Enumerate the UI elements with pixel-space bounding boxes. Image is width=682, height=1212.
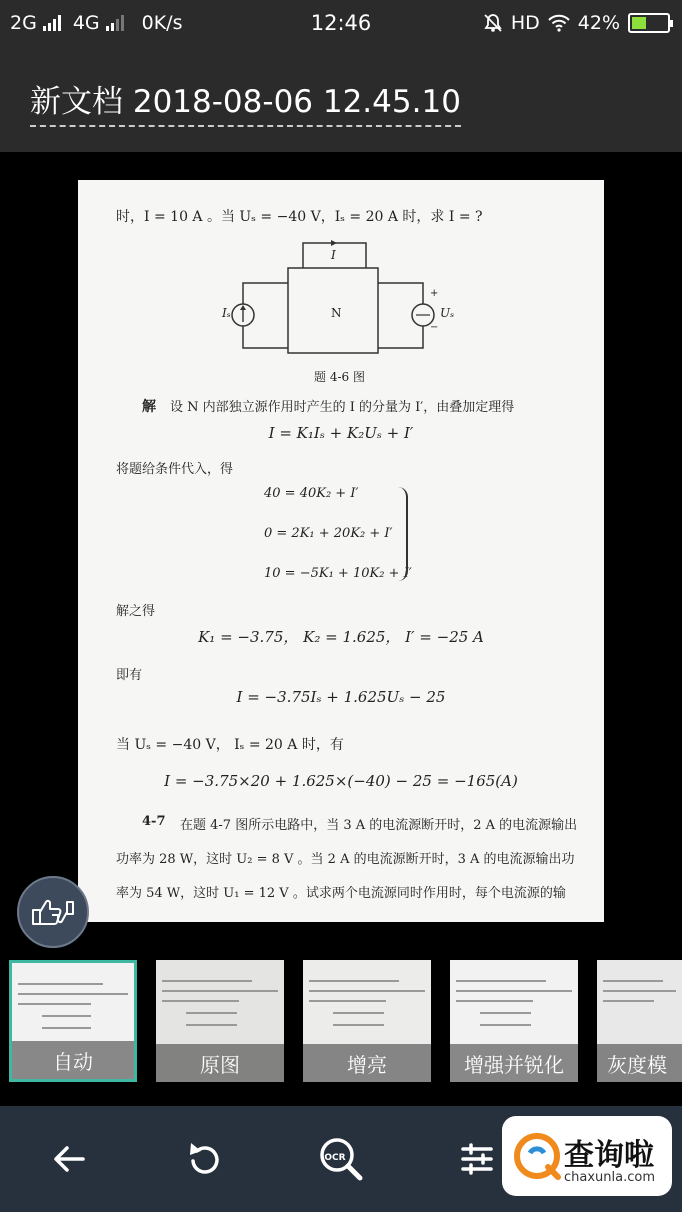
ocr-label: OCR	[324, 1153, 346, 1163]
battery-icon	[628, 13, 670, 33]
circuit-label-i: I	[331, 248, 336, 262]
circuit-diagram	[218, 238, 458, 358]
system-eq-1: 40 = 40K₂ + I′	[264, 486, 359, 501]
circuit-label-is: Iₛ	[222, 306, 231, 320]
arrow-left-icon	[49, 1139, 89, 1179]
circuit-minus: −	[430, 322, 439, 333]
results: K₁ = −3.75， K₂ = 1.625， I′ = −25 A	[198, 628, 484, 646]
circuit-plus: +	[430, 288, 439, 299]
filter-label: 增亮	[303, 1044, 431, 1082]
scanned-page	[78, 180, 604, 922]
equation-2: I = −3.75Iₛ + 1.625Uₛ − 25	[236, 688, 446, 706]
status-time: 12:46	[310, 11, 372, 35]
problem-line-3: 率为 54 W，这时 U₁ = 12 V 。试求两个电流源同时作用时，每个电流源的输	[116, 886, 566, 901]
system-brace	[396, 487, 408, 581]
ocr-button[interactable]	[316, 1134, 366, 1184]
wifi-icon	[548, 14, 570, 32]
system-eq-3: 10 = −5K₁ + 10K₂ + I′	[264, 566, 412, 581]
feedback-button[interactable]	[17, 876, 89, 948]
doc-line: 时，I = 10 A 。当 Uₛ = −40 V，Iₛ = 20 A 时，求 I = ?	[116, 209, 483, 225]
circuit-label-us: Uₛ	[440, 306, 455, 320]
filter-label: 自动	[12, 1041, 134, 1079]
when-text: 当 Uₛ = −40 V， Iₛ = 20 A 时，有	[116, 737, 344, 753]
network-label-1: 2G	[10, 12, 37, 34]
equation-3: I = −3.75×20 + 1.625×(−40) − 25 = −165(A)	[164, 772, 518, 790]
filter-label: 原图	[156, 1044, 284, 1082]
sliders-icon	[457, 1139, 497, 1179]
watermark-subtext: chaxunla.com	[564, 1170, 655, 1185]
adjust-button[interactable]	[452, 1134, 502, 1184]
network-speed: 0K/s	[141, 12, 183, 34]
battery-percent: 42%	[577, 12, 620, 34]
solve-text: 解之得	[116, 604, 156, 619]
document-title[interactable]: 新文档 2018-08-06 12.45.10	[30, 76, 461, 127]
status-bar	[0, 0, 682, 46]
thumbs-up-down-icon	[27, 888, 79, 936]
search-logo-icon	[510, 1129, 564, 1183]
hd-label: HD	[510, 12, 540, 34]
rotate-icon	[185, 1139, 225, 1179]
filter-thumb-brighten[interactable]	[303, 960, 431, 1082]
filter-thumb-enhance-sharpen[interactable]	[450, 960, 578, 1082]
rotate-button[interactable]	[180, 1134, 230, 1184]
solution-text: 设 N 内部独立源作用时产生的 I 的分量为 I′，由叠加定理得	[170, 400, 515, 415]
filter-thumb-grayscale[interactable]	[597, 960, 682, 1082]
problem-number: 4-7	[142, 814, 166, 829]
title-bar	[0, 46, 682, 152]
thus-text: 即有	[116, 668, 143, 683]
back-button[interactable]	[44, 1134, 94, 1184]
filter-label: 增强并锐化	[450, 1044, 578, 1082]
filter-thumb-auto[interactable]	[9, 960, 137, 1082]
figure-caption: 题 4-6 图	[314, 370, 365, 384]
document-viewer[interactable]	[0, 152, 682, 952]
status-right	[483, 12, 670, 34]
filter-label: 灰度模	[597, 1044, 682, 1082]
mute-bell-icon	[483, 13, 503, 33]
watermark-logo	[502, 1116, 672, 1196]
network-label-2: 4G	[72, 12, 100, 34]
filter-thumb-original[interactable]	[156, 960, 284, 1082]
filter-strip	[0, 952, 682, 1102]
problem-line-2: 功率为 28 W，这时 U₂ = 8 V 。当 2 A 的电流源断开时，3 A 的电流源输出功	[116, 852, 575, 867]
system-eq-2: 0 = 2K₁ + 20K₂ + I′	[264, 526, 393, 541]
watermark-text: 查询啦	[564, 1138, 654, 1173]
solution-head: 解	[142, 399, 156, 415]
circuit-label-n: N	[331, 306, 342, 320]
substitute-text: 将题给条件代入，得	[116, 462, 234, 477]
equation-1: I = K₁Iₛ + K₂Uₛ + I′	[268, 424, 414, 442]
problem-line-1: 在题 4-7 图所示电路中，当 3 A 的电流源断开时，2 A 的电流源输出	[180, 818, 578, 833]
